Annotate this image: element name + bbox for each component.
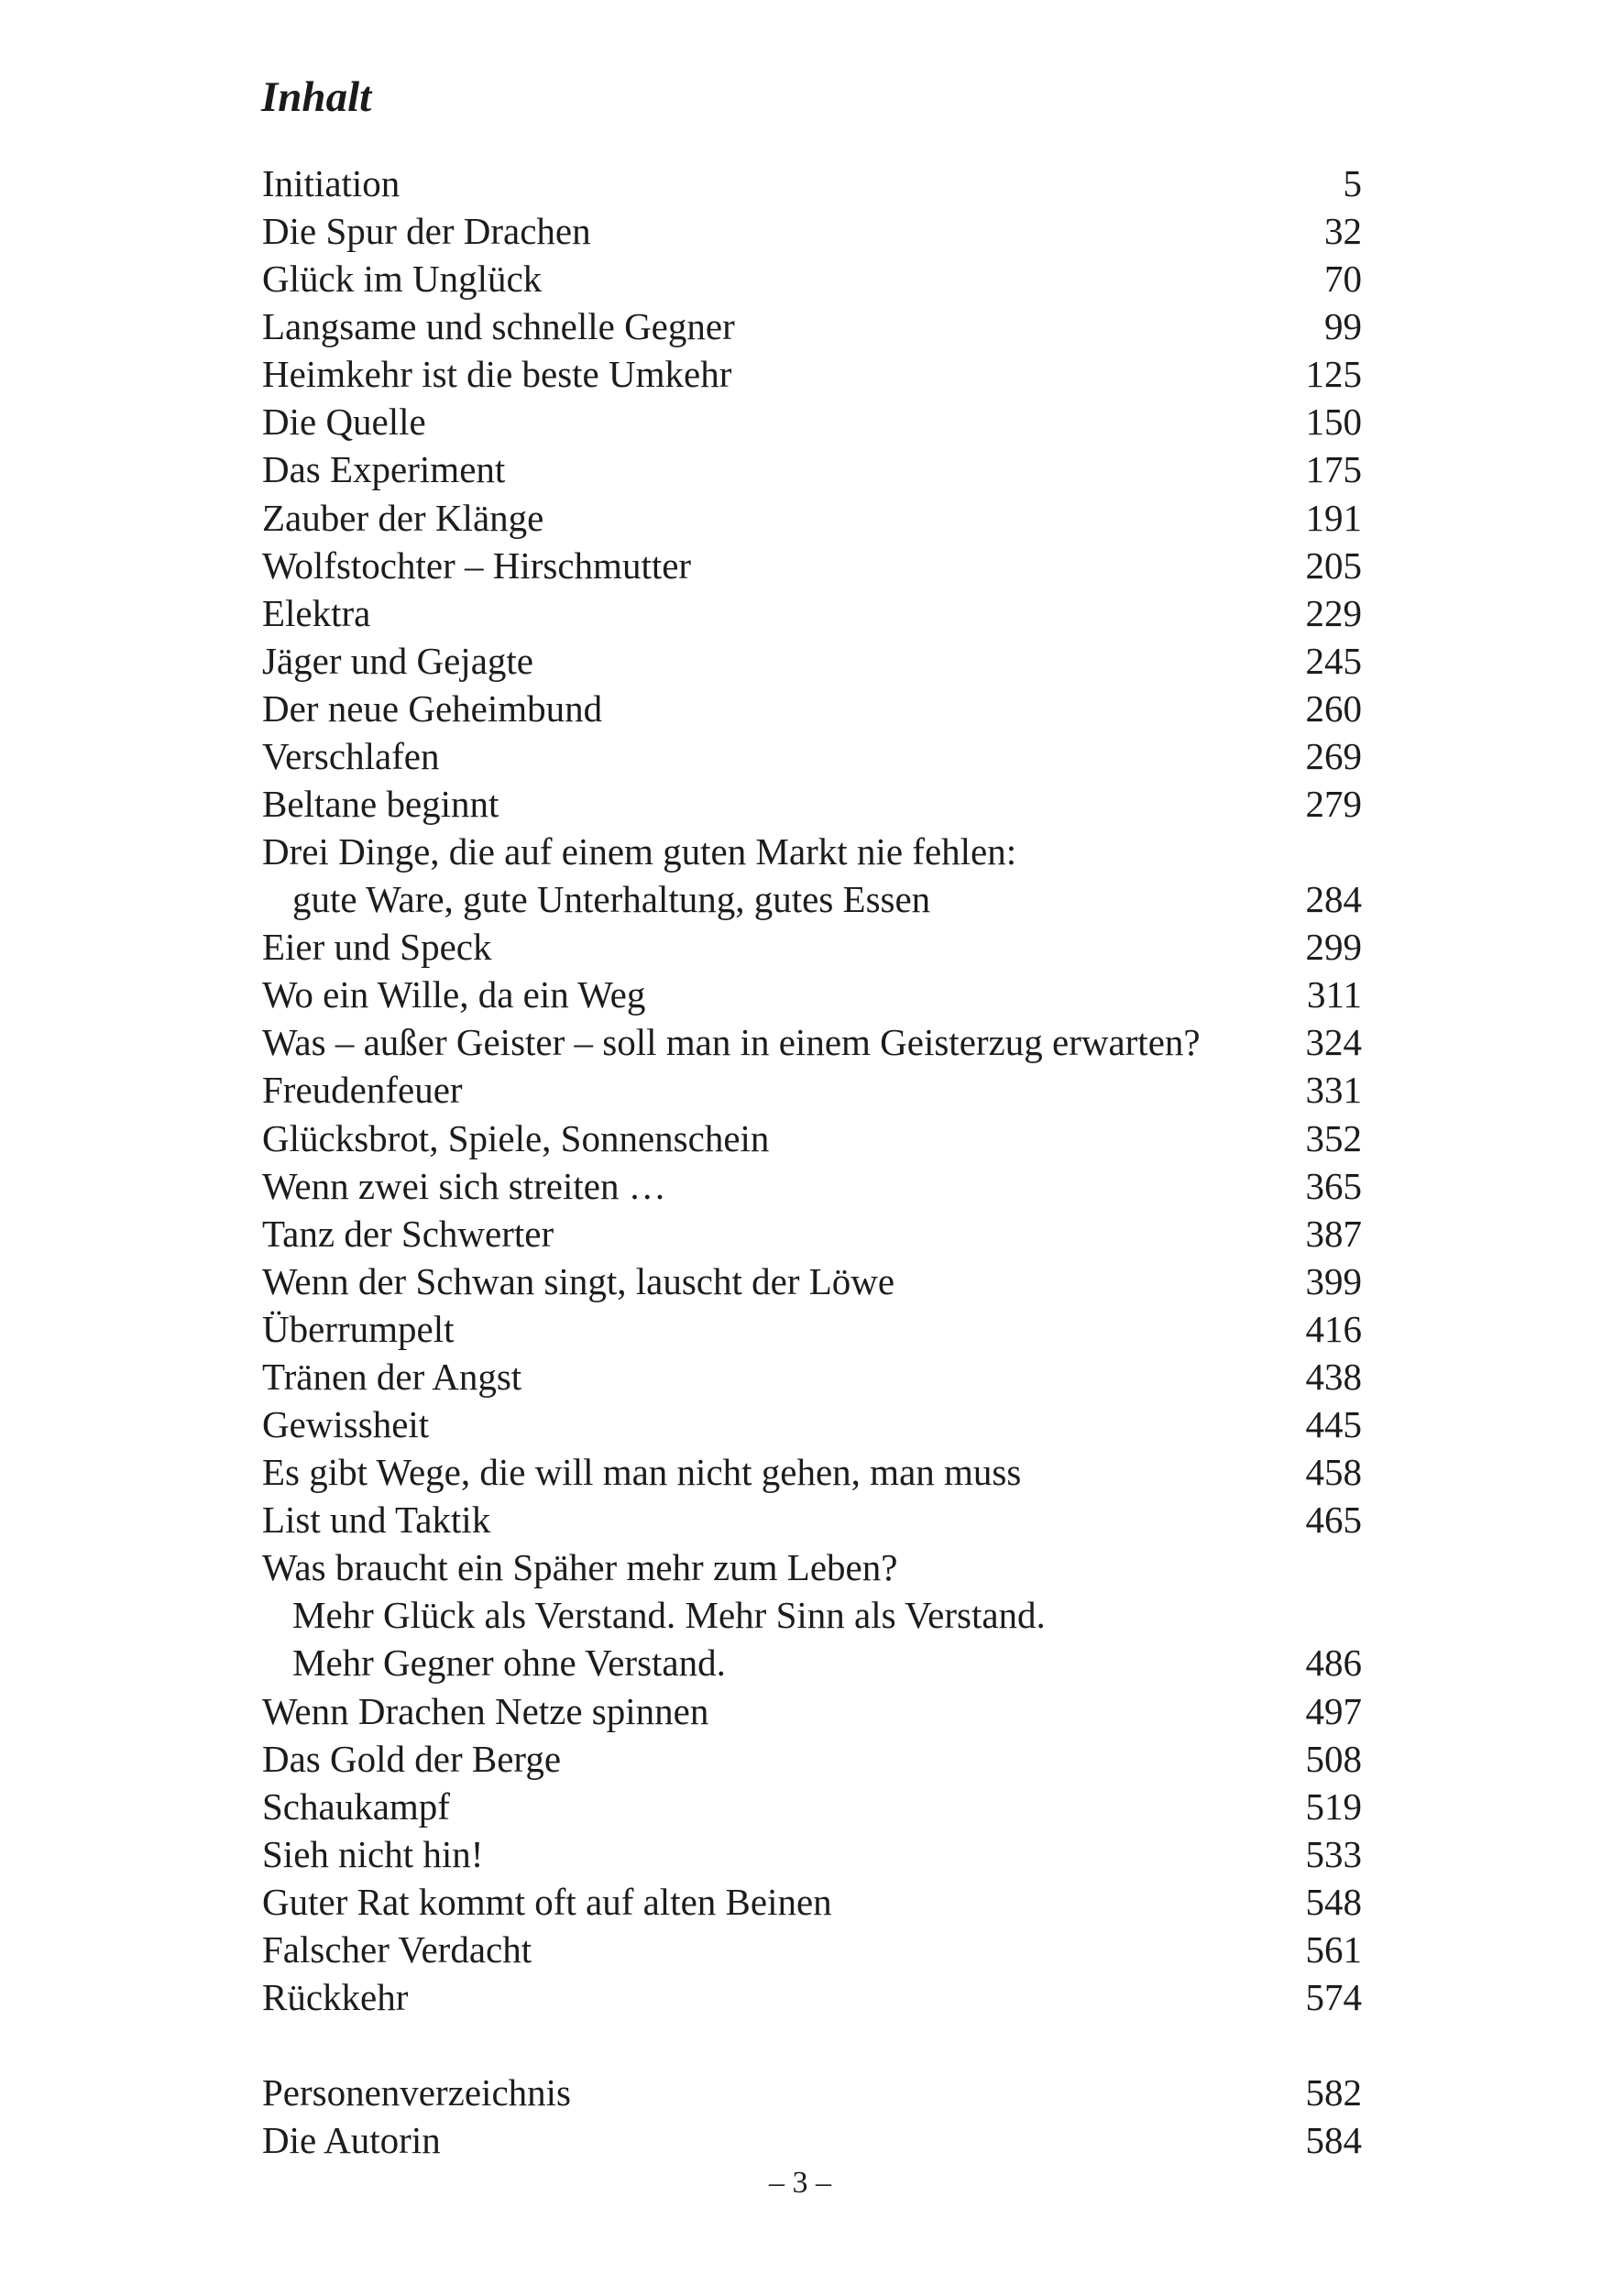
toc-entry (262, 494, 1362, 542)
toc-entry-title: List und Taktik (262, 1499, 491, 1542)
page-title: Inhalt (261, 73, 372, 121)
toc-entry (262, 923, 1362, 971)
toc-entry-page-number: 574 (1305, 1975, 1362, 2018)
toc-entry-title: Wenn der Schwan singt, lauscht der Löwe (262, 1259, 895, 1302)
toc-entry (262, 1926, 1362, 1973)
toc-section-gap (262, 2021, 1362, 2069)
toc-entry (262, 1162, 1362, 1210)
toc-entry-page-number: 205 (1305, 544, 1362, 587)
toc-entry-title: Drei Dinge, die auf einem guten Markt nie fehlen: (262, 830, 1017, 873)
toc-entry-page-number: 387 (1305, 1212, 1362, 1255)
toc-entry (262, 1448, 1362, 1496)
toc-entry (262, 589, 1362, 637)
toc-entry-title: Elektra (262, 591, 371, 634)
toc-entry-page-number: 331 (1305, 1069, 1362, 1112)
toc-entry-title: Die Spur der Drachen (262, 210, 591, 253)
toc-entry (262, 350, 1362, 398)
toc-entry (262, 445, 1362, 493)
toc-entry-page-number: 229 (1305, 591, 1362, 634)
page-footer (0, 2165, 1624, 2202)
toc-entry-title: Rückkehr (262, 1975, 409, 2018)
toc-entry-title: Das Gold der Berge (262, 1737, 562, 1780)
toc-entry-page-number: 561 (1305, 1927, 1362, 1971)
toc-entry-page-number: 519 (1305, 1784, 1362, 1828)
toc-entry-title: Beltane beginnt (262, 783, 499, 826)
toc-entry-title: Glücksbrot, Spiele, Sonnenschein (262, 1116, 770, 1159)
toc-entry-title: Freudenfeuer (262, 1069, 463, 1112)
toc-entry (262, 2069, 1362, 2116)
toc-entry-continuation (262, 875, 1362, 923)
toc-entry (262, 255, 1362, 302)
toc-entry-page-number: 438 (1305, 1355, 1362, 1398)
toc-entry (262, 1543, 1362, 1591)
toc-entry (262, 207, 1362, 255)
toc-entry-title: Schaukampf (262, 1784, 450, 1828)
toc-entry-page-number: 399 (1305, 1259, 1362, 1302)
toc-entry-page-number: 548 (1305, 1880, 1362, 1923)
toc-entry (262, 302, 1362, 350)
toc-entry (262, 1115, 1362, 1162)
toc-entry-title: Mehr Glück als Verstand. Mehr Sinn als Verstand. (292, 1594, 1046, 1637)
toc-entry-page-number: 465 (1305, 1499, 1362, 1542)
toc-entry-page-number: 70 (1324, 258, 1362, 301)
toc-entry (262, 1400, 1362, 1448)
toc-entry-title: Langsame und schnelle Gegner (262, 305, 735, 348)
toc-entry-page-number: 5 (1343, 162, 1362, 204)
toc-entry-title: Es gibt Wege, die will man nicht gehen, man muss (262, 1451, 1022, 1494)
toc-entry-title: Tränen der Angst (262, 1355, 522, 1398)
toc-entry (262, 1305, 1362, 1353)
toc-entry-page-number: 299 (1305, 926, 1362, 969)
toc-entry-page-number: 284 (1305, 878, 1362, 921)
toc-entry-continuation (262, 1591, 1362, 1639)
toc-entry-page-number: 352 (1305, 1116, 1362, 1159)
toc-entry-page-number: 458 (1305, 1451, 1362, 1494)
toc-entry-page-number: 279 (1305, 783, 1362, 826)
toc-entry-title: Initiation (262, 162, 401, 204)
toc-entry-page-number: 324 (1305, 1021, 1362, 1064)
toc-entry (262, 1066, 1362, 1114)
toc-entry (262, 732, 1362, 780)
toc-entry-page-number: 175 (1305, 448, 1362, 491)
toc-entry (262, 685, 1362, 732)
toc-entry-page-number: 584 (1305, 2119, 1362, 2162)
toc-entry-title: Die Quelle (262, 401, 426, 444)
toc-entry-page-number: 416 (1305, 1307, 1362, 1350)
toc-entry-page-number: 99 (1324, 305, 1362, 348)
table-of-contents (262, 159, 1362, 2164)
toc-entry-title: Wo ein Wille, da ein Weg (262, 973, 646, 1016)
toc-entry-title: Überrumpelt (262, 1307, 455, 1350)
toc-entry-page-number: 582 (1305, 2071, 1362, 2114)
toc-entry-page-number: 269 (1305, 734, 1362, 777)
toc-entry-title: Die Autorin (262, 2119, 441, 2162)
toc-entry (262, 2116, 1362, 2164)
toc-entry (262, 1973, 1362, 2021)
toc-entry-page-number: 533 (1305, 1832, 1362, 1875)
toc-entry-title: Wenn zwei sich streiten … (262, 1164, 666, 1207)
toc-entry (262, 1830, 1362, 1878)
toc-entry-page-number: 311 (1307, 973, 1362, 1016)
toc-entry-title: Wolfstochter – Hirschmutter (262, 544, 692, 587)
toc-entry (262, 1687, 1362, 1735)
toc-entry-title: Eier und Speck (262, 926, 492, 969)
toc-entry (262, 542, 1362, 589)
toc-entry-page-number: 365 (1305, 1164, 1362, 1207)
toc-entry-page-number: 125 (1305, 353, 1362, 396)
toc-entry (262, 398, 1362, 445)
toc-entry (262, 1496, 1362, 1543)
toc-entry (262, 1783, 1362, 1830)
toc-entry (262, 828, 1362, 875)
toc-entry (262, 159, 1362, 207)
toc-entry-title: Personenverzeichnis (262, 2071, 571, 2114)
toc-entry-page-number: 508 (1305, 1737, 1362, 1780)
toc-entry (262, 637, 1362, 685)
toc-entry (262, 971, 1362, 1018)
toc-entry-page-number: 260 (1305, 686, 1362, 730)
toc-entry-page-number: 191 (1305, 496, 1362, 539)
toc-entry-title: Jäger und Gejagte (262, 639, 533, 682)
toc-entry-continuation (262, 1639, 1362, 1686)
toc-entry-title: Was braucht ein Späher mehr zum Leben? (262, 1546, 898, 1589)
toc-entry-title: Guter Rat kommt oft auf alten Beinen (262, 1880, 832, 1923)
toc-entry (262, 1353, 1362, 1400)
toc-entry (262, 1210, 1362, 1257)
toc-entry-title: Glück im Unglück (262, 258, 543, 301)
toc-entry-page-number: 32 (1324, 210, 1362, 253)
page-number: – 3 – (769, 2166, 831, 2200)
toc-entry-page-number: 150 (1305, 401, 1362, 444)
toc-entry-page-number: 486 (1305, 1642, 1362, 1685)
toc-entry-title: Heimkehr ist die beste Umkehr (262, 353, 732, 396)
toc-entry (262, 780, 1362, 828)
toc-entry-title: Gewissheit (262, 1403, 430, 1446)
toc-entry-title: Mehr Gegner ohne Verstand. (292, 1642, 726, 1685)
toc-entry-title: Sieh nicht hin! (262, 1832, 484, 1875)
toc-entry-title: Falscher Verdacht (262, 1927, 532, 1971)
toc-entry (262, 1735, 1362, 1783)
toc-entry-page-number: 245 (1305, 639, 1362, 682)
toc-entry-page-number: 497 (1305, 1689, 1362, 1732)
toc-entry-title: Was – außer Geister – soll man in einem Geisterzug erwarten? (262, 1021, 1201, 1064)
toc-entry-title: Verschlafen (262, 734, 440, 777)
toc-entry-page-number: 445 (1305, 1403, 1362, 1446)
toc-entry (262, 1018, 1362, 1066)
toc-entry (262, 1257, 1362, 1305)
toc-entry-title: Tanz der Schwerter (262, 1212, 554, 1255)
toc-entry-title: Das Experiment (262, 448, 506, 491)
toc-entry-title: Zauber der Klänge (262, 496, 544, 539)
toc-entry-title: Der neue Geheimbund (262, 686, 603, 730)
toc-entry-title: gute Ware, gute Unterhaltung, gutes Essen (292, 878, 931, 921)
toc-entry-title: Wenn Drachen Netze spinnen (262, 1689, 709, 1732)
toc-entry (262, 1878, 1362, 1926)
